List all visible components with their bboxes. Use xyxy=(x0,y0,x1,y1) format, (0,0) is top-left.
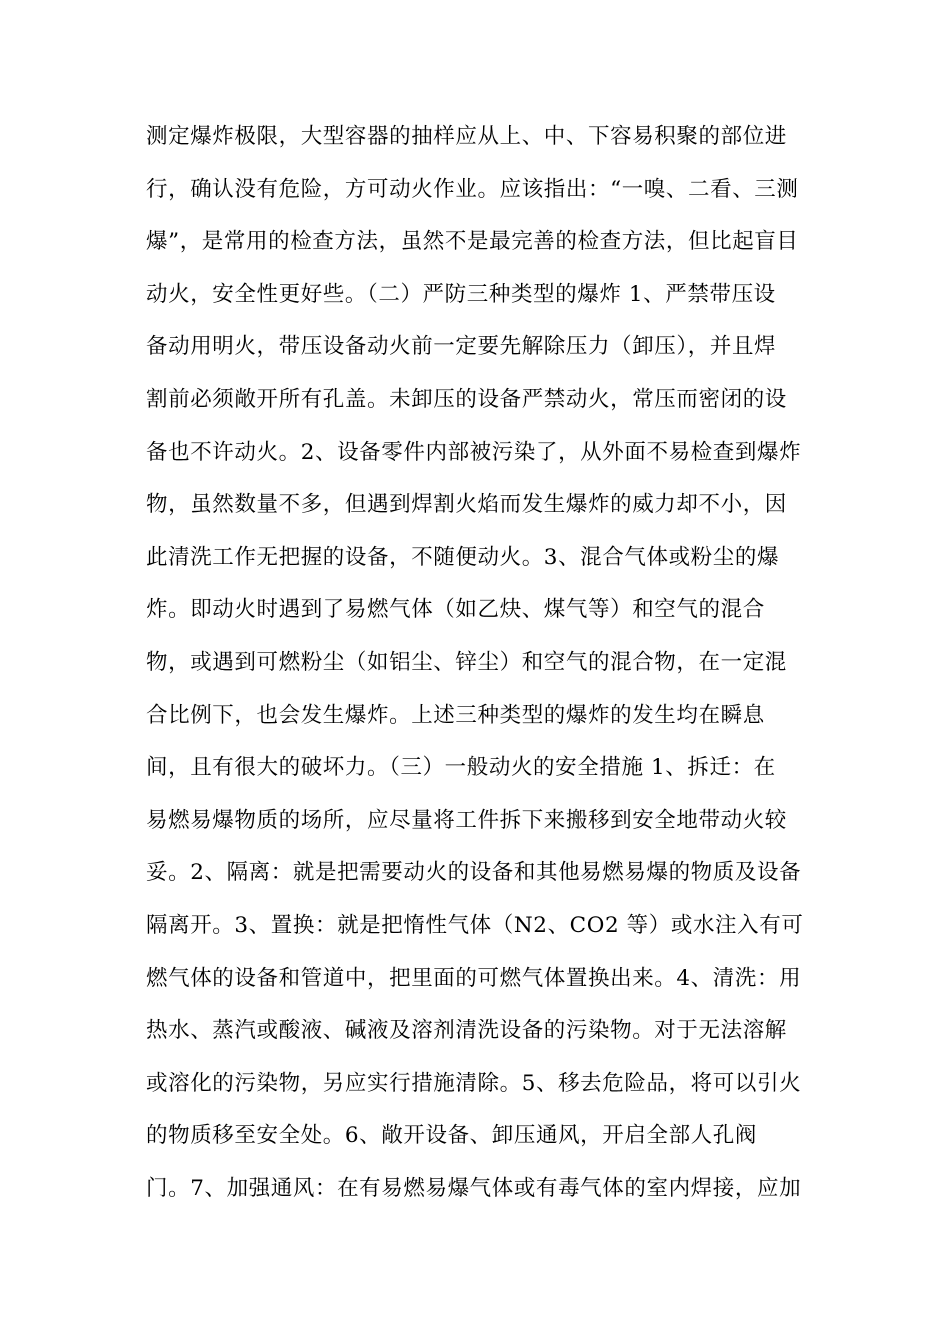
text-line: 备动用明火，带压设备动火前一定要先解除压力（卸压），并且焊 xyxy=(146,334,777,360)
text-line: 此清洗工作无把握的设备，不随便动火。3、混合气体或粉尘的爆 xyxy=(146,544,780,570)
text-line: 备也不许动火。2、设备零件内部被污染了，从外面不易检查到爆炸 xyxy=(146,439,802,465)
text-line: 热水、蒸汽或酸液、碱液及溶剂清洗设备的污染物。对于无法溶解 xyxy=(146,1018,787,1044)
text-line: 门。7、加强通风：在有易燃易爆气体或有毒气体的室内焊接，应加 xyxy=(146,1175,802,1201)
text-line: 炸。即动火时遇到了易燃气体（如乙炔、煤气等）和空气的混合 xyxy=(146,597,765,623)
text-line: 间，且有很大的破坏力。（三）一般动火的安全措施 1、拆迁：在 xyxy=(146,755,776,781)
text-line: 隔离开。3、置换：就是把惰性气体（N2、CO2 等）或水注入有可 xyxy=(146,912,804,938)
text-line: 燃气体的设备和管道中，把里面的可燃气体置换出来。4、清洗：用 xyxy=(146,965,802,991)
text-line: 物，虽然数量不多，但遇到焊割火焰而发生爆炸的威力却不小，因 xyxy=(146,492,787,518)
text-line: 割前必须敞开所有孔盖。未卸压的设备严禁动火，常压而密闭的设 xyxy=(146,386,787,412)
text-line: 爆”，是常用的检查方法，虽然不是最完善的检查方法，但比起盲目 xyxy=(146,229,799,255)
text-line: 行，确认没有危险，方可动火作业。应该指出：“一嗅、二看、三测 xyxy=(146,176,799,202)
text-line: 妥。2、隔离：就是把需要动火的设备和其他易燃易爆的物质及设备 xyxy=(146,860,802,886)
text-line: 易燃易爆物质的场所，应尽量将工件拆下来搬移到安全地带动火较 xyxy=(146,807,787,833)
text-line: 动火，安全性更好些。（二）严防三种类型的爆炸 1、严禁带压设 xyxy=(146,281,776,307)
text-line: 物，或遇到可燃粉尘（如铝尘、锌尘）和空气的混合物，在一定混 xyxy=(146,649,787,675)
body-text xyxy=(146,119,816,1223)
text-line: 测定爆炸极限，大型容器的抽样应从上、中、下容易积聚的部位进 xyxy=(146,124,787,149)
text-line: 合比例下，也会发生爆炸。上述三种类型的爆炸的发生均在瞬息 xyxy=(146,702,765,728)
text-line: 或溶化的污染物，另应实行措施清除。5、移去危险品，将可以引火 xyxy=(146,1070,802,1096)
text-line: 的物质移至安全处。6、敞开设备、卸压通风，开启全部人孔阀 xyxy=(146,1123,757,1149)
